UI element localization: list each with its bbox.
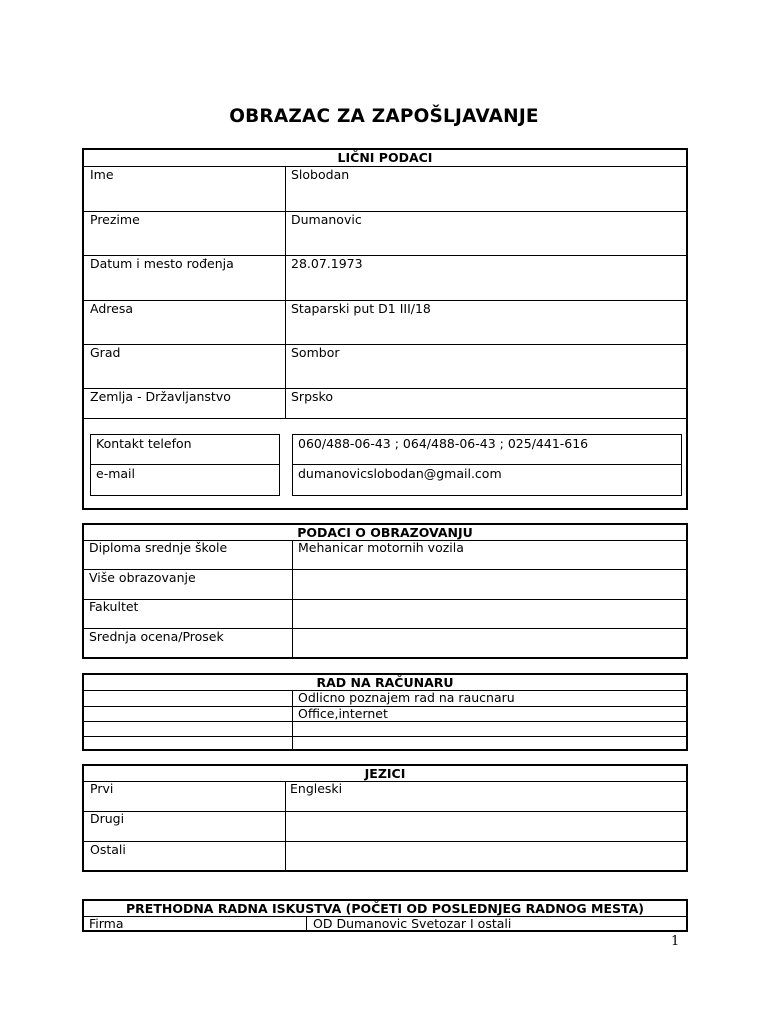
contact-phone-label: Kontakt telefon [96, 436, 192, 451]
field-value-grad: Sombor [291, 345, 340, 360]
experience-value-firma: OD Dumanovic Svetozar I ostali [313, 916, 512, 931]
field-label-ime: Ime [90, 167, 114, 182]
education-label-fakultet: Fakultet [89, 599, 139, 614]
education-value-diploma: Mehanicar motornih vozila [298, 540, 464, 555]
computer-skills-header: RAD NA RAČUNARU [84, 675, 686, 691]
computer-skill-value: Office,internet [298, 706, 388, 721]
field-value-ime: Slobodan [291, 167, 350, 182]
education-header: PODACI O OBRAZOVANJU [84, 525, 686, 541]
experience-label-firma: Firma [89, 916, 124, 931]
language-label-drugi: Drugi [90, 811, 125, 826]
contact-value-box [292, 434, 682, 496]
field-value-prezime: Dumanovic [291, 212, 362, 227]
language-label-ostali: Ostali [90, 842, 126, 857]
field-label-adresa: Adresa [90, 301, 133, 316]
languages-table [82, 764, 688, 872]
languages-header: JEZICI [84, 766, 686, 782]
field-label-datum: Datum i mesto rođenja [90, 256, 234, 271]
page-number: 1 [671, 934, 680, 949]
language-value-prvi: Engleski [290, 781, 343, 796]
contact-email-label: e-mail [96, 466, 135, 481]
page-title: OBRAZAC ZA ZAPOŠLJAVANJE [229, 106, 539, 127]
computer-skill-value: Odlicno poznajem rad na raucnaru [298, 690, 515, 705]
education-label-ocena: Srednja ocena/Prosek [89, 629, 224, 644]
education-label-diploma: Diploma srednje škole [89, 540, 228, 555]
personal-data-header: LIČNI PODACI [84, 150, 686, 167]
computer-skills-table [82, 673, 688, 751]
language-label-prvi: Prvi [90, 781, 114, 796]
contact-phone-value: 060/488-06-43 ; 064/488-06-43 ; 025/441-616 [298, 436, 589, 451]
contact-email-value: dumanovicslobodan@gmail.com [298, 466, 502, 481]
education-label-vise: Više obrazovanje [89, 570, 196, 585]
field-value-zemlja: Srpsko [291, 389, 333, 404]
experience-header: PRETHODNA RADNA ISKUSTVA (POČETI OD POSLEDNJEG RADNOG MESTA) [84, 901, 686, 917]
personal-data-table [82, 148, 688, 510]
experience-table [82, 899, 688, 932]
field-label-zemlja: Zemlja - Državljanstvo [90, 389, 231, 404]
field-value-adresa: Staparski put D1 III/18 [291, 301, 431, 316]
education-table [82, 523, 688, 659]
field-value-datum: 28.07.1973 [291, 256, 363, 271]
field-label-grad: Grad [90, 345, 121, 360]
contact-label-box [90, 434, 280, 496]
field-label-prezime: Prezime [90, 212, 140, 227]
